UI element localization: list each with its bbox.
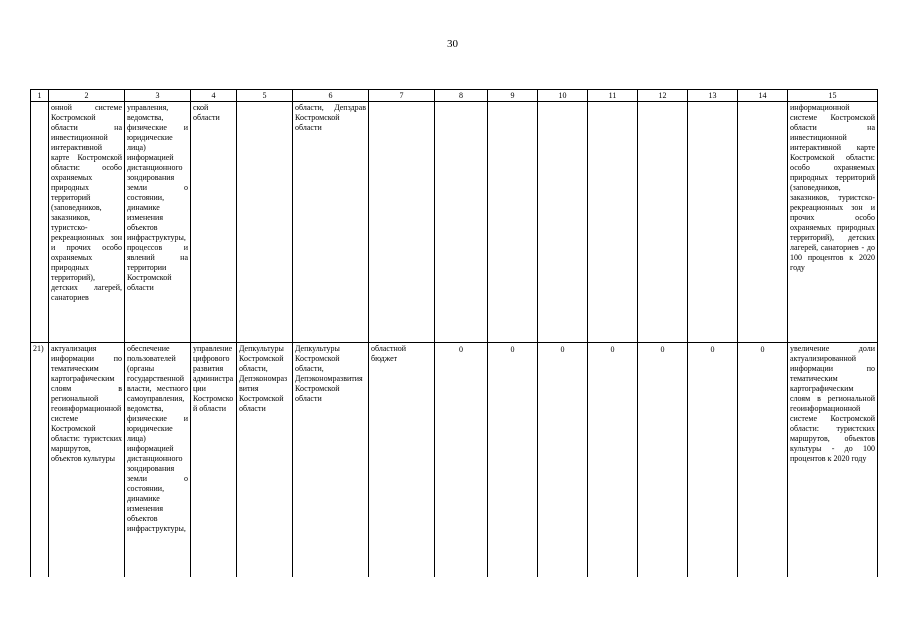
value-cell: [738, 102, 788, 343]
row-number-cell: 21): [31, 343, 49, 578]
header-cell: 14: [738, 90, 788, 102]
participants-cell: Депкультуры Костромской области, Депэкономразвития Костромской области: [293, 343, 369, 578]
header-cell: 8: [435, 90, 488, 102]
header-cell: 2: [49, 90, 125, 102]
header-cell: 3: [125, 90, 191, 102]
coexecutor-cell: Депкультуры Костромской области, Депэкономразвития Костромской области: [237, 343, 293, 578]
value-cell: [638, 102, 688, 343]
table-row: [31, 102, 878, 343]
header-cell: 1: [31, 90, 49, 102]
header-cell: 11: [588, 90, 638, 102]
funding-source-cell: областной бюджет: [369, 343, 435, 578]
header-cell: 15: [788, 90, 878, 102]
page-number: 30: [447, 38, 458, 50]
value-cell: [488, 102, 538, 343]
value-cell: 0: [738, 343, 788, 578]
header-cell: 7: [369, 90, 435, 102]
header-cell: 5: [237, 90, 293, 102]
header-cell: 6: [293, 90, 369, 102]
value-cell: [435, 102, 488, 343]
value-cell: 0: [488, 343, 538, 578]
value-cell: 0: [435, 343, 488, 578]
header-cell: 4: [191, 90, 237, 102]
program-table: [30, 89, 878, 577]
value-cell: 0: [538, 343, 588, 578]
measure-name-cell: онной системе Костромской области на инвестиционной интерактивной карте Костромской области: особо охраняемых природных территорий (заповедников, заказников, туристско-рекреационных зон и прочих особо охраняемых природных территорий), детских лагерей, санаториев: [49, 102, 125, 343]
header-cell: 10: [538, 90, 588, 102]
value-cell: 0: [638, 343, 688, 578]
value-cell: 0: [588, 343, 638, 578]
header-cell: 12: [638, 90, 688, 102]
row-number-cell: [31, 102, 49, 343]
value-cell: 0: [688, 343, 738, 578]
measure-name-cell: актуализация информации по тематическим картографическим слоям в региональной геоинформационной системе Костромской области: туристских маршрутов, объектов культуры: [49, 343, 125, 578]
executor-cell: ской области: [191, 102, 237, 343]
header-row: [31, 90, 878, 102]
funding-source-cell: [369, 102, 435, 343]
expected-result-cell: информационной системе Костромской области на инвестиционной интерактивной карте Костромской области: особо охраняемых природных территорий (заповедников, заказников, туристско-рекреационных зон и прочих особо охраняемых природных территорий), детских лагерей, санаториев - до 100 процентов к 2020 году: [788, 102, 878, 343]
value-cell: [688, 102, 738, 343]
value-cell: [538, 102, 588, 343]
goal-cell: обеспечение пользователей (органы государственной власти, местного самоуправления, ведомства, физические и юридические лица) информацией дистанционного зондирования земли о состоянии, динамике изменения объектов инфраструктуры,: [125, 343, 191, 578]
participants-cell: области, Депздрав Костромской области: [293, 102, 369, 343]
value-cell: [588, 102, 638, 343]
coexecutor-cell: [237, 102, 293, 343]
header-cell: 13: [688, 90, 738, 102]
executor-cell: управление цифрового развития администрации Костромской области: [191, 343, 237, 578]
goal-cell: управления, ведомства, физические и юридические лица) информацией дистанционного зондирования земли о состоянии, динамике изменения объектов инфраструктуры, процессов и явлений на территории Костромской области: [125, 102, 191, 343]
table-row: [31, 343, 878, 578]
header-cell: 9: [488, 90, 538, 102]
expected-result-cell: увеличение доли актуализированной информации по тематическим картографическим слоям в региональной геоинформационной системе Костромской области: туристских маршрутов, объектов культуры - до 100 процентов к 2020 году: [788, 343, 878, 578]
